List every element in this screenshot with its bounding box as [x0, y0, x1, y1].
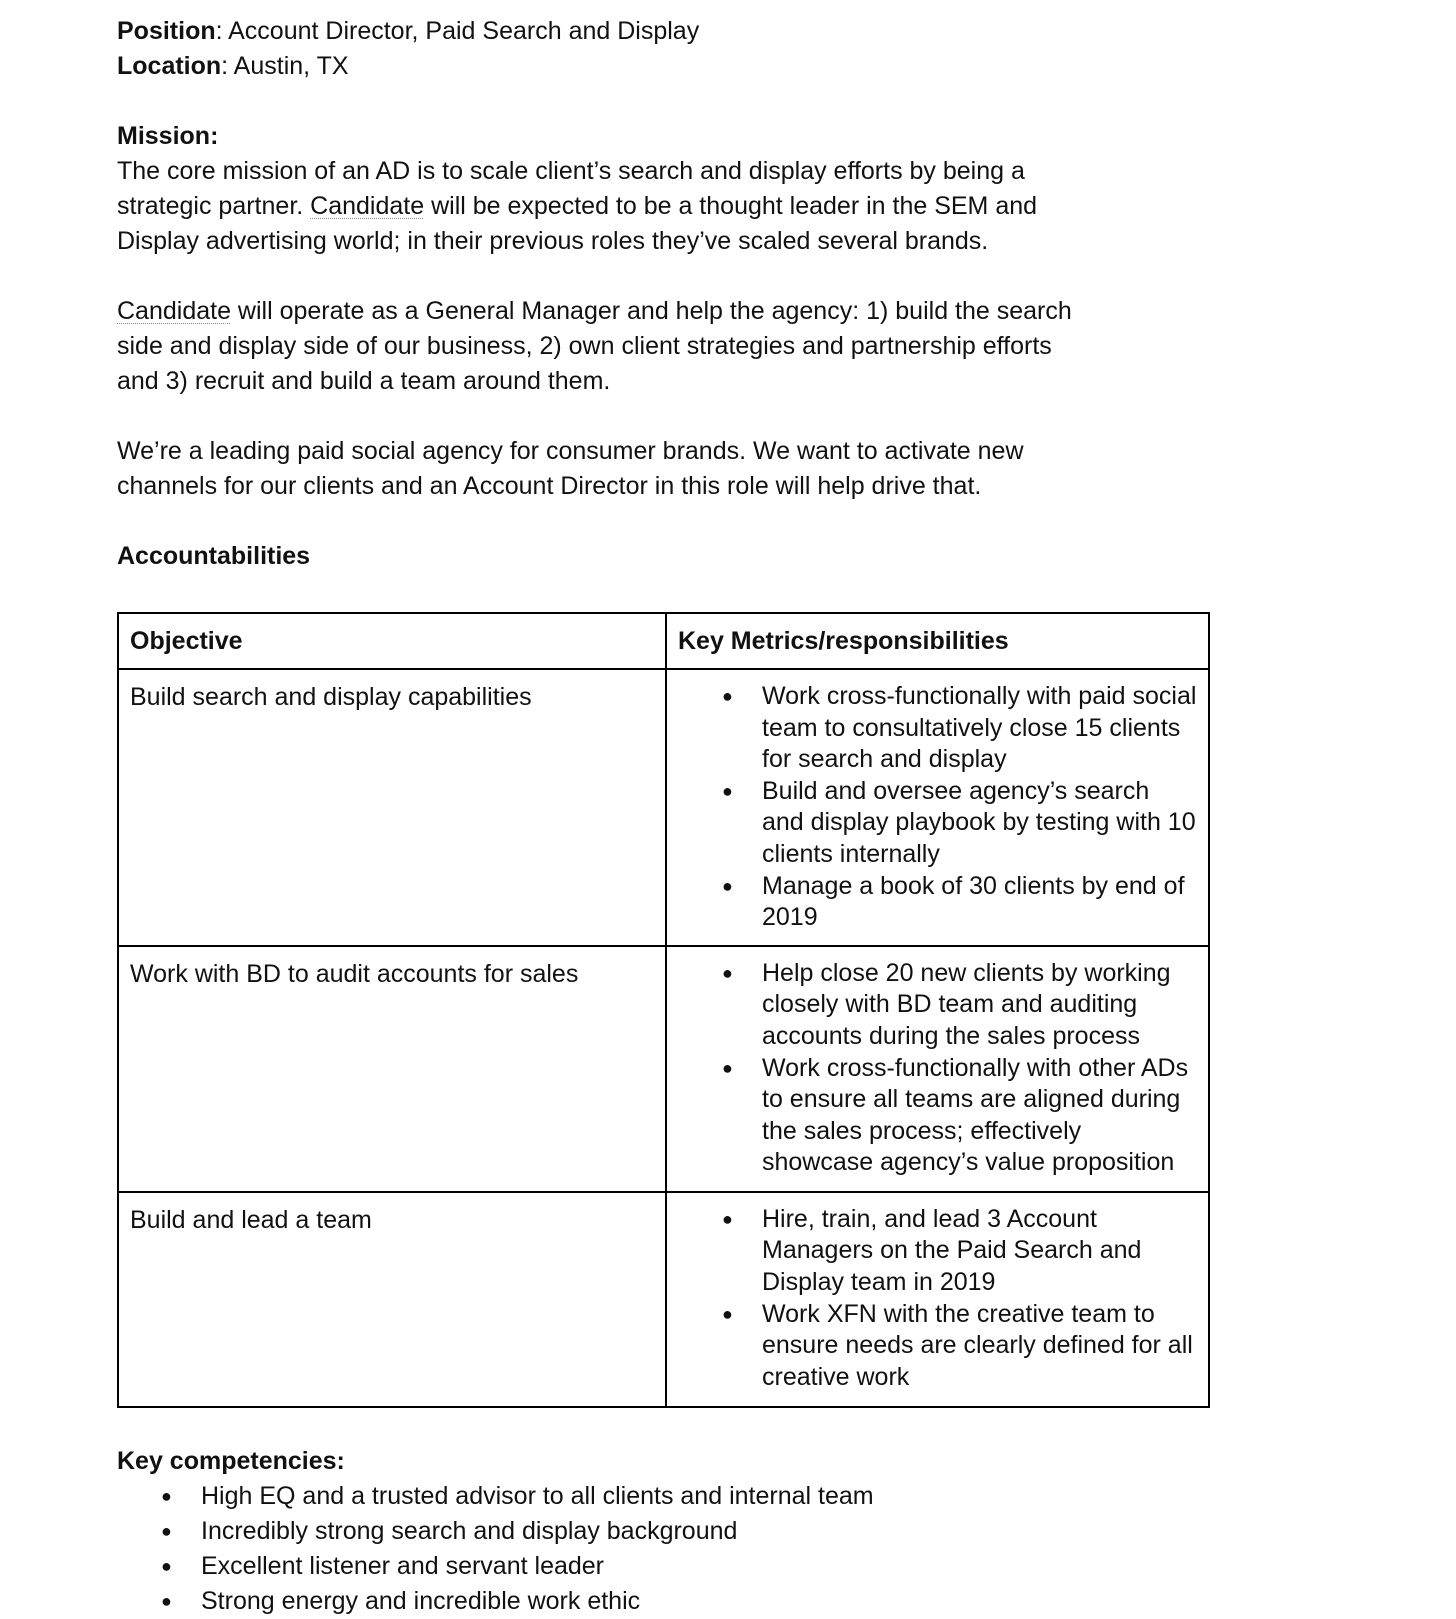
location-value: : Austin, TX — [221, 52, 349, 80]
table-row — [118, 669, 1209, 946]
metrics-header: Key Metrics/responsibilities — [666, 613, 1209, 669]
metric-item: ● Hire, train, and lead 3 Account Managers on the Paid Search and Display team in 2019 — [678, 1204, 1197, 1299]
position-label: Position — [117, 17, 216, 45]
metric-item: ● Manage a book of 30 clients by end of 2019 — [678, 871, 1197, 934]
table-row — [118, 1192, 1209, 1407]
position-line — [117, 14, 1217, 49]
metrics-cell — [666, 946, 1209, 1192]
location-label: Location — [117, 52, 222, 80]
competencies-section — [117, 1444, 1217, 1619]
list-item: ● Strong energy and incredible work ethic — [117, 1584, 1217, 1619]
position-value: : Account Director, Paid Search and Display — [215, 17, 700, 45]
mission-p1-text-a: The core mission of an AD is to scale client’s search and display efforts by being a strategic partner. — [117, 157, 1025, 220]
objective-cell: Work with BD to audit accounts for sales — [118, 946, 666, 1192]
metric-item: ● Work XFN with the creative team to ensure needs are clearly defined for all creative work — [678, 1299, 1197, 1394]
list-item: ● High EQ and a trusted advisor to all clients and internal team — [117, 1479, 1217, 1514]
competencies-heading: Key competencies: — [117, 1447, 345, 1475]
mission-paragraph-3: We’re a leading paid social agency for consumer brands. We want to activate new channels for our clients and an Account Director in this role will help drive that. — [117, 437, 1024, 500]
candidate-link-2[interactable]: Candidate — [117, 297, 231, 325]
accountabilities-table — [117, 612, 1210, 1408]
candidate-link-1[interactable]: Candidate — [310, 192, 425, 220]
list-item: ● Excellent listener and servant leader — [117, 1549, 1217, 1584]
mission-paragraph-1 — [117, 154, 1067, 259]
metrics-cell — [666, 1192, 1209, 1407]
objective-header: Objective — [118, 613, 666, 669]
metric-item: ● Work cross-functionally with paid social team to consultatively close 15 clients for search and display — [678, 681, 1197, 776]
metric-item: ● Help close 20 new clients by working closely with BD team and auditing accounts during the sales process — [678, 958, 1197, 1053]
competencies-list — [117, 1479, 1217, 1619]
list-item: ● Incredibly strong search and display background — [117, 1514, 1217, 1549]
objective-cell: Build search and display capabilities — [118, 669, 666, 946]
objective-cell: Build and lead a team — [118, 1192, 666, 1407]
table-row — [118, 946, 1209, 1192]
metric-item: ● Build and oversee agency’s search and display playbook by testing with 10 clients internally — [678, 776, 1197, 871]
accountabilities-heading: Accountabilities — [117, 542, 311, 570]
mission-p1-text-b: will be expected to be a thought leader in the SEM and Display advertising world; in their previous roles they’ve scaled several brands. — [117, 192, 1038, 255]
mission-paragraph-2 — [117, 294, 1077, 399]
metric-item: ● Work cross-functionally with other ADs to ensure all teams are aligned during the sales process; effectively showcase agency’s value proposition — [678, 1053, 1197, 1179]
mission-p2-text: will operate as a General Manager and help the agency: 1) build the search side and display side of our business, 2) own client strategies and partnership efforts and 3) recruit and build a team around them. — [117, 297, 1072, 395]
location-line — [117, 49, 1217, 84]
metrics-cell — [666, 669, 1209, 946]
mission-heading: Mission: — [117, 122, 219, 150]
document-body — [117, 14, 1217, 574]
table-header-row — [118, 613, 1209, 669]
